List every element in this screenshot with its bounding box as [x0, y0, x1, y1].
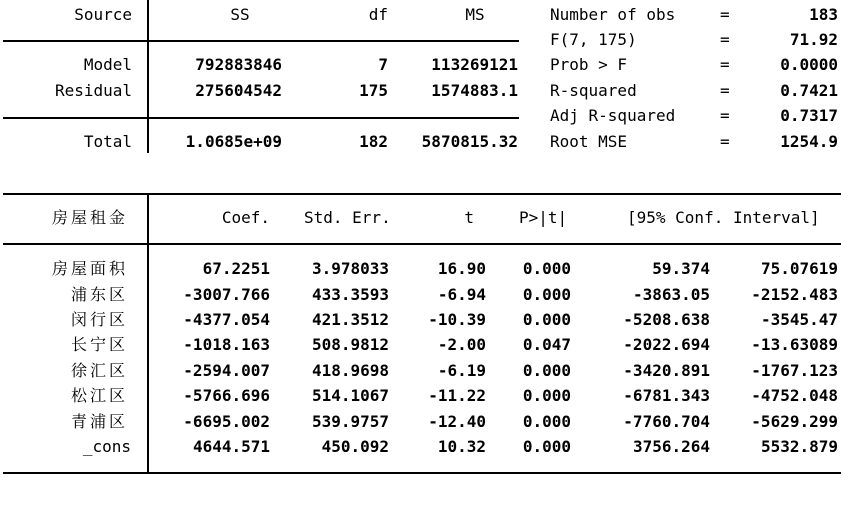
coef-bottom-rule — [3, 472, 841, 474]
coef-row-se: 3.978033 — [311, 259, 389, 278]
coef-row-ci-lower: -7760.704 — [623, 412, 710, 431]
coef-row-t: -2.00 — [437, 335, 486, 354]
coef-row-ci-upper: -3545.47 — [760, 310, 838, 329]
coef-row-se: 514.1067 — [311, 386, 389, 405]
coef-row-ci-lower: 3756.264 — [632, 437, 710, 456]
anova-row-ms: 1574883.1 — [431, 81, 518, 100]
coef-row-var: 房屋面积 — [51, 259, 128, 278]
anova-row — [0, 81, 864, 101]
stat-equals: = — [720, 55, 730, 74]
coef-row-ci-upper: 5532.879 — [760, 437, 838, 456]
coef-row-se: 539.9757 — [311, 412, 389, 431]
coef-row-se: 508.9812 — [311, 335, 389, 354]
coef-header-ci: [95% Conf. Interval] — [627, 208, 820, 227]
coef-row — [0, 361, 864, 381]
anova-row-ss: 792883846 — [195, 55, 282, 74]
anova-row-source: Model — [83, 55, 132, 74]
coef-row-p: 0.000 — [522, 412, 571, 431]
coef-row — [0, 386, 864, 406]
coef-row-se: 418.9698 — [311, 361, 389, 380]
stat-label: F(7, 175) — [550, 30, 637, 49]
coef-row-ci-upper: -13.63089 — [751, 335, 838, 354]
coef-row-coef: -5766.696 — [183, 386, 270, 405]
coef-row-coef: -6695.002 — [183, 412, 270, 431]
stat-label: Adj R-squared — [550, 106, 676, 125]
coef-row-p: 0.000 — [522, 259, 571, 278]
coef-row-var: 长宁区 — [70, 335, 128, 354]
coef-row-coef: -1018.163 — [183, 335, 270, 354]
coef-header-coef: Coef. — [221, 208, 270, 227]
stat-label: Number of obs — [550, 5, 676, 24]
coef-top-rule — [3, 193, 841, 195]
coef-row-t: 10.32 — [437, 437, 486, 456]
coef-row-var: 闵行区 — [70, 310, 128, 329]
coef-row-p: 0.000 — [522, 361, 571, 380]
coef-row-ci-lower: -6781.343 — [623, 386, 710, 405]
coef-header-t: t — [464, 208, 474, 227]
coef-row — [0, 437, 864, 457]
coef-row-var: 浦东区 — [70, 285, 128, 304]
anova-header-df: df — [368, 5, 388, 24]
coef-row-se: 421.3512 — [311, 310, 389, 329]
coef-row-ci-lower: 59.374 — [652, 259, 710, 278]
anova-total-rule — [3, 117, 519, 119]
anova-vertical-rule — [147, 0, 149, 153]
coef-row — [0, 259, 864, 279]
coef-row-t: 16.90 — [437, 259, 486, 278]
stat-value: 0.0000 — [780, 55, 838, 74]
anova-header-ss: SS — [230, 5, 250, 24]
coef-row-ci-upper: 75.07619 — [760, 259, 838, 278]
stat-value: 1254.9 — [780, 132, 838, 151]
coef-row-se: 433.3593 — [311, 285, 389, 304]
coef-row-coef: -4377.054 — [183, 310, 270, 329]
coef-header-p: P>|t| — [519, 208, 568, 227]
coef-row-coef: -2594.007 — [183, 361, 270, 380]
coef-row-var: 松江区 — [70, 386, 128, 405]
anova-total-source: Total — [83, 132, 132, 151]
coef-row-p: 0.000 — [522, 437, 571, 456]
stat-equals: = — [720, 132, 730, 151]
stat-value: 0.7421 — [780, 81, 838, 100]
stat-value: 183 — [809, 5, 838, 24]
coef-header-depvar: 房屋租金 — [51, 208, 128, 227]
stat-label: Prob > F — [550, 55, 628, 74]
anova-total-row — [0, 132, 864, 152]
coef-row-t: -10.39 — [428, 310, 486, 329]
stat-label: R-squared — [550, 81, 637, 100]
stat-equals: = — [720, 5, 730, 24]
coef-row-coef: 67.2251 — [202, 259, 270, 278]
anova-total-ms: 5870815.32 — [421, 132, 518, 151]
coef-row-t: -6.19 — [437, 361, 486, 380]
coef-row-ci-upper: -4752.048 — [751, 386, 838, 405]
stat-equals: = — [720, 81, 730, 100]
coef-row-p: 0.047 — [522, 335, 571, 354]
coef-header-rule — [3, 243, 841, 245]
coef-row-var: 青浦区 — [70, 412, 128, 431]
coef-row-t: -12.40 — [428, 412, 486, 431]
coef-row-p: 0.000 — [522, 285, 571, 304]
anova-header-rule — [3, 40, 519, 42]
coef-row-coef: -3007.766 — [183, 285, 270, 304]
stat-value: 0.7317 — [780, 106, 838, 125]
stat-value: 71.92 — [789, 30, 838, 49]
anova-total-ss: 1.0685e+09 — [185, 132, 282, 151]
coef-row — [0, 285, 864, 305]
coef-row-var: _cons — [82, 437, 131, 456]
coef-row — [0, 310, 864, 330]
coef-row-t: -11.22 — [428, 386, 486, 405]
anova-row-source: Residual — [54, 81, 132, 100]
coef-row-ci-lower: -2022.694 — [623, 335, 710, 354]
anova-header-ms: MS — [465, 5, 485, 24]
coef-row — [0, 412, 864, 432]
anova-row-df: 175 — [359, 81, 388, 100]
coef-row-ci-lower: -3420.891 — [623, 361, 710, 380]
anova-total-df: 182 — [359, 132, 388, 151]
coef-row-var: 徐汇区 — [70, 361, 128, 380]
coef-header-se: Std. Err. — [304, 208, 391, 227]
coef-row — [0, 335, 864, 355]
coef-row-p: 0.000 — [522, 386, 571, 405]
coef-row-t: -6.94 — [437, 285, 486, 304]
coef-row-se: 450.092 — [321, 437, 389, 456]
stat-equals: = — [720, 30, 730, 49]
stat-label: Root MSE — [550, 132, 628, 151]
anova-row-df: 7 — [378, 55, 388, 74]
coef-row-ci-lower: -3863.05 — [632, 285, 710, 304]
coef-row-ci-upper: -5629.299 — [751, 412, 838, 431]
coef-row-ci-upper: -2152.483 — [751, 285, 838, 304]
anova-row — [0, 55, 864, 75]
anova-row-ss: 275604542 — [195, 81, 282, 100]
coef-row-ci-upper: -1767.123 — [751, 361, 838, 380]
stat-equals: = — [720, 106, 730, 125]
coef-row-p: 0.000 — [522, 310, 571, 329]
anova-row-ms: 113269121 — [431, 55, 518, 74]
coef-row-ci-lower: -5208.638 — [623, 310, 710, 329]
anova-header-source: Source — [74, 5, 132, 24]
coef-row-coef: 4644.571 — [192, 437, 270, 456]
